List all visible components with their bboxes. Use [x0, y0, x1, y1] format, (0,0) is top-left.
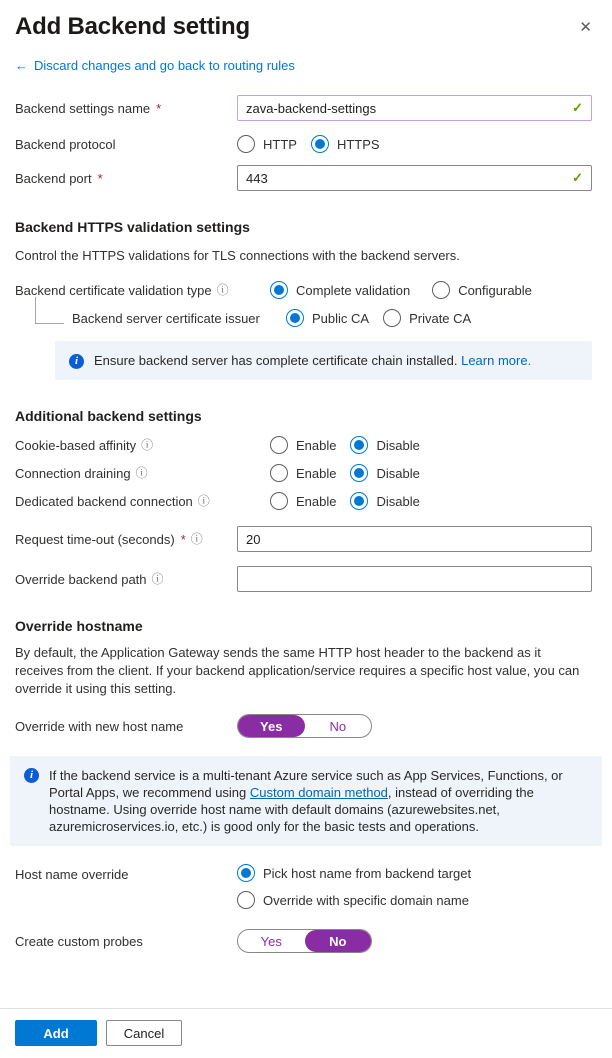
request-timeout-row	[15, 526, 592, 552]
backend-port-label: Backend port *	[15, 170, 103, 186]
certificate-chain-info-banner	[55, 341, 592, 380]
override-hostname-description: By default, the Application Gateway sends the same HTTP host header to the backend as it receives from the client. If your backend application/service requires a specific host value, you can override it using this setting.	[15, 645, 580, 696]
radio-circle	[237, 135, 255, 153]
info-icon[interactable]: ⓘ	[141, 438, 154, 452]
info-icon[interactable]: ⓘ	[190, 532, 203, 546]
discard-back-link[interactable]	[15, 58, 597, 73]
valid-check-icon: ✓	[572, 170, 583, 185]
validation-type-row	[15, 281, 592, 299]
custom-probes-row	[15, 929, 592, 953]
radio-public-ca[interactable]	[286, 309, 369, 327]
radio-complete-validation-label: Complete validation	[296, 282, 411, 298]
backend-settings-name-label: Backend settings name *	[15, 100, 162, 116]
footer-action-bar	[0, 1008, 612, 1058]
back-link-label: Discard changes and go back to routing rules	[34, 58, 295, 73]
backend-settings-name-control	[237, 95, 592, 121]
backend-settings-name-row	[15, 95, 592, 121]
valid-check-icon: ✓	[572, 100, 583, 115]
radio-circle	[270, 492, 288, 510]
backend-port-input[interactable]	[237, 165, 592, 191]
radio-cookie-enable[interactable]: Enable	[270, 436, 336, 454]
backend-port-control	[237, 165, 592, 191]
connection-draining-row	[15, 464, 592, 482]
toggle-no-segment[interactable]: No	[305, 930, 372, 952]
tree-connector-line	[35, 297, 64, 324]
radio-draining-disable[interactable]: Disable	[350, 464, 419, 482]
dedicated-connection-row	[15, 492, 592, 510]
cancel-button[interactable]: Cancel	[106, 1020, 182, 1046]
request-timeout-input[interactable]	[237, 526, 592, 552]
custom-domain-method-link[interactable]: Custom domain method	[249, 785, 388, 800]
radio-circle	[432, 281, 450, 299]
required-asterisk: *	[180, 531, 186, 547]
dedicated-connection-radios	[270, 492, 420, 510]
radio-circle	[270, 436, 288, 454]
radio-dedicated-disable[interactable]: Disable	[350, 492, 419, 510]
hostname-override-row	[15, 864, 592, 909]
override-new-hostname-label: Override with new host name	[15, 718, 184, 734]
radio-circle-selected	[350, 436, 368, 454]
radio-circle-selected	[350, 464, 368, 482]
hostname-override-label: Host name override	[15, 867, 129, 882]
banner-text: If the backend service is a multi-tenant Azure service such as App Services, Functions, or Portal Apps, we recommend using Custom domain method, instead of overriding the hostname. Using override host name with default domains (azurewebsites.net, azuremicroservices.io, etc.) is good only for the basic tests and operations.	[49, 768, 563, 834]
form-body-2	[0, 380, 612, 738]
backend-protocol-label: Backend protocol	[15, 136, 116, 152]
info-filled-icon: i	[69, 354, 84, 369]
info-icon[interactable]: ⓘ	[151, 572, 164, 586]
radio-private-ca-label: Private CA	[409, 310, 472, 326]
radio-http[interactable]	[237, 135, 297, 153]
connection-draining-label: Connection draining ⓘ	[15, 465, 148, 481]
toggle-yes-segment[interactable]: Yes	[260, 933, 282, 949]
cookie-affinity-row	[15, 436, 592, 454]
form-body-3	[0, 846, 612, 953]
arrow-left-icon: ←	[15, 58, 28, 73]
radio-circle-selected	[286, 309, 304, 327]
cert-issuer-label: Backend server certificate issuer	[72, 310, 260, 326]
backend-protocol-row	[15, 135, 592, 153]
https-validation-description: Control the HTTPS validations for TLS connections with the backend servers.	[15, 248, 460, 263]
override-path-label: Override backend path ⓘ	[15, 571, 164, 587]
radio-http-label: HTTP	[263, 136, 297, 152]
add-button[interactable]: Add	[15, 1020, 97, 1046]
radio-complete-validation[interactable]	[270, 281, 410, 299]
custom-probes-label: Create custom probes	[15, 933, 143, 949]
override-path-row	[15, 566, 592, 592]
radio-draining-enable[interactable]: Enable	[270, 464, 336, 482]
radio-specific-domain[interactable]: Override with specific domain name	[237, 891, 469, 909]
multitenant-info-banner	[10, 756, 602, 846]
radio-circle	[383, 309, 401, 327]
radio-configurable[interactable]	[432, 281, 532, 299]
backend-settings-name-input[interactable]	[237, 95, 592, 121]
https-validation-heading: Backend HTTPS validation settings	[15, 219, 250, 235]
form-body	[0, 73, 612, 327]
connection-draining-radios	[270, 464, 420, 482]
radio-circle-selected	[237, 864, 255, 882]
override-hostname-heading: Override hostname	[15, 618, 143, 634]
override-path-control	[237, 566, 592, 592]
validation-type-label: Backend certificate validation type ⓘ	[15, 282, 229, 298]
radio-circle	[237, 891, 255, 909]
additional-settings-heading: Additional backend settings	[15, 408, 202, 424]
override-new-hostname-row	[15, 714, 592, 738]
info-icon[interactable]: ⓘ	[197, 494, 210, 508]
info-icon[interactable]: ⓘ	[216, 283, 229, 297]
custom-probes-toggle	[237, 929, 372, 953]
radio-public-ca-label: Public CA	[312, 310, 370, 326]
backend-protocol-radios	[237, 135, 380, 153]
close-icon[interactable]: ✕	[579, 19, 592, 36]
banner-text: Ensure backend server has complete certificate chain installed. Learn more.	[94, 353, 532, 368]
dedicated-connection-label: Dedicated backend connection ⓘ	[15, 493, 210, 509]
radio-https[interactable]	[311, 135, 380, 153]
radio-circle	[270, 464, 288, 482]
request-timeout-control	[237, 526, 592, 552]
toggle-no-segment[interactable]: No	[329, 718, 347, 734]
radio-https-label: HTTPS	[336, 136, 380, 152]
learn-more-link[interactable]: Learn more.	[461, 353, 532, 368]
cert-issuer-radios	[286, 309, 471, 327]
radio-circle-selected	[270, 281, 288, 299]
cert-issuer-row	[15, 309, 592, 327]
radio-cookie-disable[interactable]: Disable	[350, 436, 419, 454]
override-path-input[interactable]	[237, 566, 592, 592]
radio-dedicated-enable[interactable]: Enable	[270, 492, 336, 510]
radio-configurable-label: Configurable	[458, 282, 532, 298]
required-asterisk: *	[156, 100, 162, 116]
cookie-affinity-label: Cookie-based affinity ⓘ	[15, 437, 154, 453]
required-asterisk: *	[97, 170, 103, 186]
radio-pick-hostname[interactable]: Pick host name from backend target	[237, 864, 471, 882]
request-timeout-label: Request time-out (seconds) * ⓘ	[15, 531, 203, 547]
hostname-override-radios	[237, 864, 471, 909]
radio-circle-selected	[311, 135, 329, 153]
backend-port-row	[15, 165, 592, 191]
cookie-affinity-radios	[270, 436, 420, 454]
page-title: Add Backend setting	[15, 13, 250, 40]
override-hostname-toggle	[237, 714, 372, 738]
info-icon[interactable]: ⓘ	[135, 466, 148, 480]
info-filled-icon: i	[24, 768, 39, 783]
radio-private-ca[interactable]	[383, 309, 471, 327]
panel-header	[0, 0, 612, 42]
radio-circle-selected	[350, 492, 368, 510]
toggle-yes-segment[interactable]: Yes	[238, 715, 305, 737]
validation-type-radios	[270, 281, 532, 299]
